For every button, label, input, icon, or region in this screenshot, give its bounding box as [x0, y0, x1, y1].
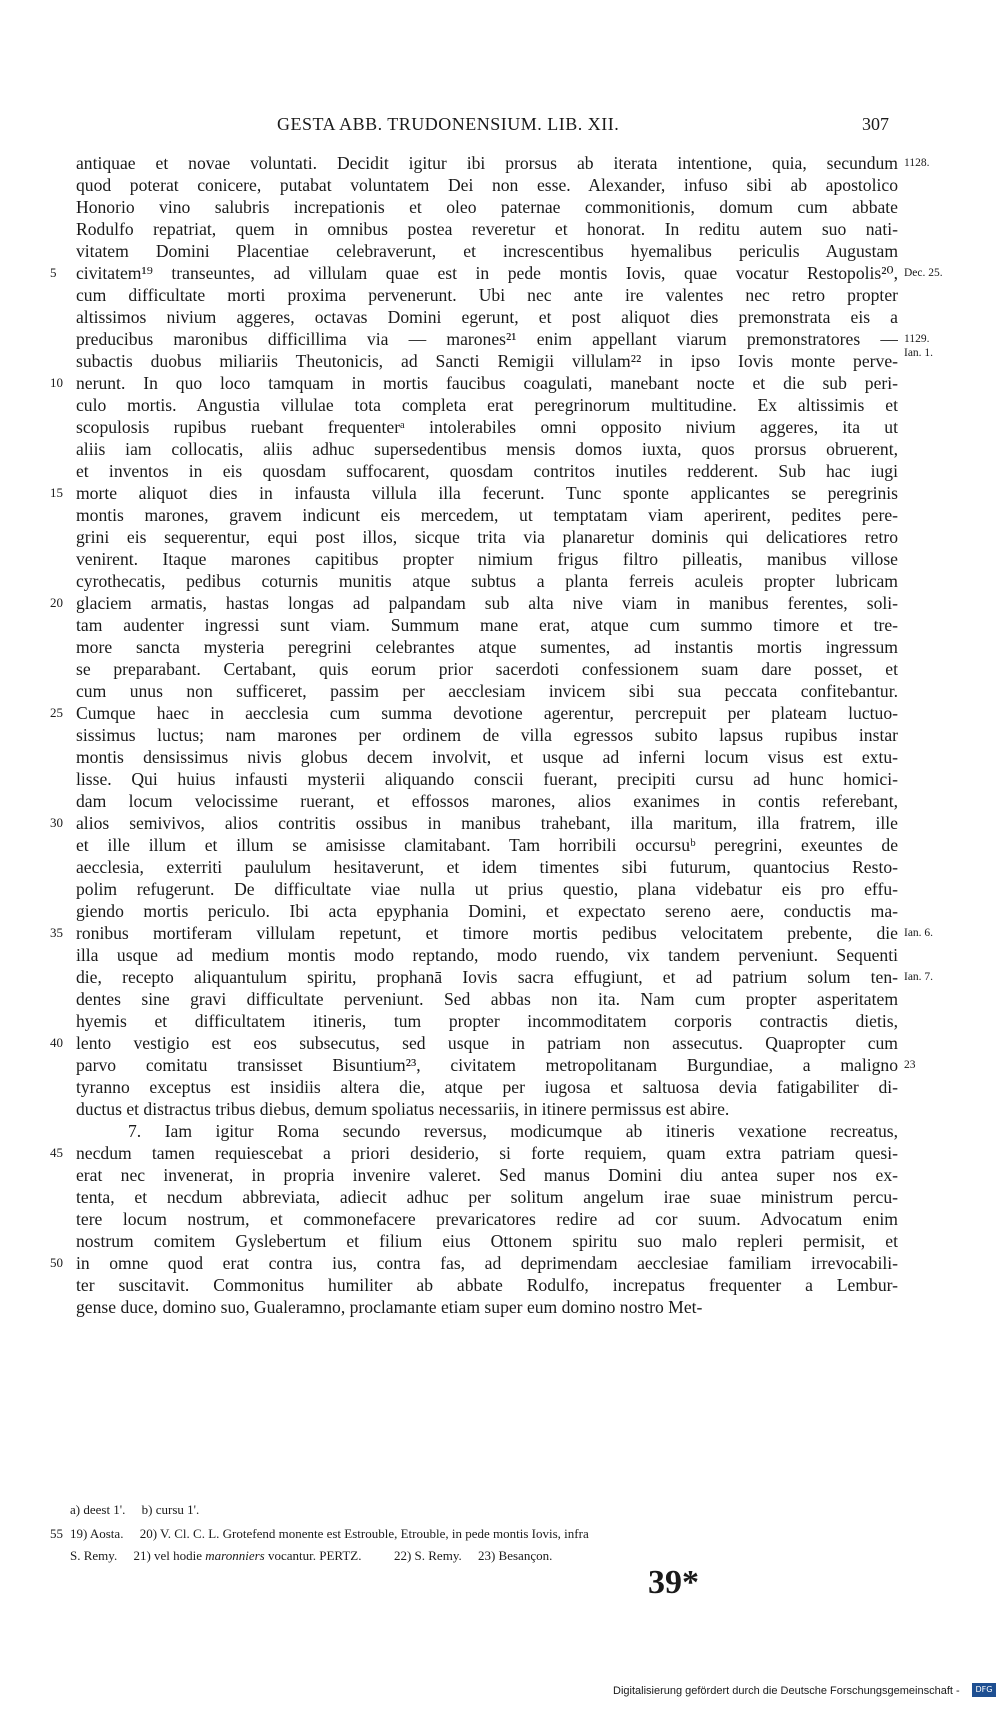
footnote-text: vocantur. PERTZ. 22) S. Remy. 23) Besançon. [264, 1548, 553, 1563]
text-line: se preparabant. Certabant, quis eorum prior sacerdoti confessionem suam dare posset, et [76, 659, 898, 679]
text-line: cum unus non sufficeret, passim per aecclesiam invicem sibi sua peccata confitebantur. [76, 681, 898, 701]
text-line: parvo comitatu transisset Bisuntium²³, civitatem metropolitanam Burgundiae, a maligno [76, 1055, 898, 1075]
text-line: dentes sine gravi difficultate perveniunt. Sed abbas non ita. Nam cum propter asperitatem [76, 989, 898, 1009]
text-line: altissimos nivium aggeres, octavas Domini egerunt, et post aliquot dies premonstrata eis a [76, 307, 898, 327]
line-number: 10 [50, 375, 63, 390]
text-line: dam locum velocissime ruerant, et effossos marones, alios exanimes in contis referebant, [76, 791, 898, 811]
text-line: culo mortis. Angustia villulae tota completa erat peregrinorum multitudine. Ex altissimis et [76, 395, 898, 415]
text-line: venirent. Itaque marones capitibus propter nimium frigus filtro pilleatis, manibus villose [76, 549, 898, 569]
margin-date-note: Dec. 25. [904, 267, 943, 279]
text-line: more sancta mysteria peregrini celebrantes atque sumentes, ad instantis mortis ingressum [76, 637, 898, 657]
text-line: die, recepto aliquantulum spiritu, prophanā Iovis sacra effugiunt, et ad patrium solum ten- [76, 967, 898, 987]
margin-date-note: Ian. 6. [904, 927, 934, 939]
text-line: illa usque ad medium montis modo reptando, modo ruendo, vix tandem perveniunt. Sequenti [76, 945, 898, 965]
margin-date-note: Ian. 7. [904, 971, 934, 983]
line-number: 40 [50, 1035, 63, 1050]
line-number: 15 [50, 485, 63, 500]
line-number: 50 [50, 1255, 63, 1270]
text-line: Rodulfo repatriat, quem in omnibus postea reveretur et honorat. In reditu autem suo nati- [76, 219, 898, 239]
dfg-logo: DFG [972, 1683, 996, 1697]
text-line: aliis iam collocatis, aliis adhuc supersedentibus mensis domos iuxta, quos prorsus obruerent, [76, 439, 898, 459]
text-line: ductus et distractus tribus diebus, demum spoliatus necessariis, in itinere permissus est abire. [76, 1099, 730, 1119]
running-title: GESTA ABB. TRUDONENSIUM. LIB. XII. [277, 114, 620, 134]
text-line: nerunt. In quo loco tamquam in mortis faucibus coagulati, manebant nocte et die sub peri- [76, 373, 898, 393]
text-line: ronibus mortiferam villulam repetunt, et timore mortis pedibus velocitatem prebente, die [76, 923, 898, 943]
line-number: 25 [50, 705, 63, 720]
text-line: et ille illum et illum se amisisse clamitabant. Tam horribili occursuᵇ peregrini, exeuntes de [76, 835, 898, 855]
text-line: aecclesia, exterriti paululum hesitaverunt, et idem timentes sibi futurum, quantocius Resto- [76, 857, 898, 877]
margin-year-note: 1129. [904, 333, 930, 345]
page-number: 307 [862, 114, 889, 134]
text-line: glaciem armatis, hastas longas ad palpandam sub alta nive viam in manibus ferentes, soli- [76, 593, 898, 613]
text-line: nostrum comitem Gyslebertum et filium eius Ottonem spiritu suo malo repleri permisit, et [76, 1231, 898, 1251]
text-line: grini eis sequerentur, equi post illos, sicque trita via planaretur dominis qui delicatiores retro [76, 527, 898, 547]
margin-footnote-ref: 23 [904, 1059, 916, 1071]
text-line: montis densissimus nivis globus decem involvit, et usque ad inferni locum visus est extu- [76, 747, 898, 767]
text-line: quod poterat conicere, putabat voluntatem Dei non esse. Alexander, infuso sibi ab apostolico [76, 175, 898, 195]
funding-note: Digitalisierung gefördert durch die Deutsche Forschungsgemeinschaft - [613, 1685, 960, 1697]
footnote-italic-term: maronniers [205, 1548, 265, 1563]
text-line: lento vestigio est eos subsecutus, sed usque in patriam non assecutus. Quapropter cum [76, 1033, 898, 1053]
text-line: erat nec invenerat, in propria invenire valeret. Sed manus Domini diu antea super nos ex- [76, 1165, 898, 1185]
footnote-line [70, 1546, 890, 1566]
text-line: morte aliquot dies in infausta villula illa fecerunt. Tunc sponte applicantes se peregrinis [76, 483, 898, 503]
footnote-line: 19) Aosta. 20) V. Cl. C. L. Grotefend monente est Estrouble, Etrouble, in pede montis Iovis, infra [70, 1526, 589, 1541]
line-number: 5 [50, 265, 57, 280]
line-number: 30 [50, 815, 63, 830]
text-line: vitatem Domini Placentiae celebraverunt, et increscentibus hyemalibus periculis Augustam [76, 241, 898, 261]
text-line: hyemis et difficultatem itineris, tum propter incommoditatem corporis contractis dietis, [76, 1011, 898, 1031]
text-line: tere locum nostrum, et commonefacere prevaricatores redire ad cor suum. Advocatum enim [76, 1209, 898, 1229]
text-line: sissimus luctus; nam marones per ordinem de villa egressos subito lapsus rupibus instar [76, 725, 898, 745]
text-line: et inventos in eis quosdam suffocarent, quosdam contritos inutiles redderent. Sub hac iugi [76, 461, 898, 481]
text-line: necdum tamen requiescebat a priori desiderio, si forte requiem, quam extra patriam quesi- [76, 1143, 898, 1163]
text-line: giendo mortis periculo. Ibi acta epyphania Domini, et expectato sereno aere, conductis ma- [76, 901, 898, 921]
sheet-signature: 39* [648, 1564, 699, 1601]
text-line: antiquae et novae voluntati. Decidit igitur ibi prorsus ab iterata intentione, quia, secundum [76, 153, 898, 173]
footnote-line-number: 55 [50, 1526, 63, 1541]
text-line: scopulosis rupibus ruebant frequenterᵃ intolerabiles omni opposito nivium aggeres, ita ut [76, 417, 898, 437]
line-number: 45 [50, 1145, 63, 1160]
text-line: polim refugerunt. De difficultate viae nulla ut prius questio, plana videbatur eis pro effu- [76, 879, 898, 899]
footnote-text: S. Remy. 21) vel hodie [70, 1548, 206, 1563]
margin-year-note: 1128. [904, 157, 930, 169]
text-line: tenta, et necdum abbreviata, adiecit adhuc per solitum angelum irae suae ministrum percu- [76, 1187, 898, 1207]
text-line: subactis duobus miliariis Theutonicis, ad Sancti Remigii villulam²² in ipso Iovis monte perve- [76, 351, 898, 371]
text-line: cum difficultate morti proxima pervenerunt. Ubi nec ante ire valentes nec retro propter [76, 285, 898, 305]
text-line: tyranno exceptus est insidiis altera die, atque per iugosa et saltuosa devia fatigabiliter di- [76, 1077, 898, 1097]
text-line: alios semivivos, alios contritis ossibus in manibus trahebant, illa maritum, illa fratrem, ille [76, 813, 898, 833]
text-line: montis marones, gravem indicunt eis mercedem, ut temptatam viam aperirent, pedites pere- [76, 505, 898, 525]
text-line: Honorio vino salubris increpationis et oleo paternae commonitionis, domum cum abbate [76, 197, 898, 217]
text-line: Cumque haec in aecclesia cum summa devotione agerentur, percrepuit per plateam luctuo- [76, 703, 898, 723]
text-line: ter suscitavit. Commonitus humiliter ab abbate Rodulfo, increpatus frequenter a Lembur- [76, 1275, 898, 1295]
text-line: 7. Iam igitur Roma secundo reversus, modicumque ab itineris vexatione recreatus, [128, 1121, 898, 1141]
line-number: 35 [50, 925, 63, 940]
line-number: 20 [50, 595, 63, 610]
text-line: cyrothecatis, pedibus coturnis munitis atque subtus a planta ferreis aculeis propter lubricam [76, 571, 898, 591]
text-line: gense duce, domino suo, Gualeramno, proclamante etiam super eum domino nostro Met- [76, 1297, 703, 1317]
text-line: tam audenter ingressi sunt viam. Summum mane erat, atque cum summo timore et tre- [76, 615, 898, 635]
text-line: civitatem¹⁹ transeuntes, ad villulam quae est in pede montis Iovis, quae vocatur Restopolis²⁰, [76, 263, 898, 283]
text-line: preducibus maronibus difficillima via — marones²¹ enim appellant viarum premonstratores — [76, 329, 898, 349]
margin-date-note: Ian. 1. [904, 347, 934, 359]
text-line: in omne quod erat contra ius, contra fas, ad deprimendam aecclesiae familiam irrevocabili- [76, 1253, 898, 1273]
text-line: lisse. Qui huius infausti mysterii aliquando conscii fuerant, precipiti cursu ad hunc homici- [76, 769, 898, 789]
critical-apparatus: a) deest 1'. b) cursu 1'. [70, 1502, 200, 1517]
